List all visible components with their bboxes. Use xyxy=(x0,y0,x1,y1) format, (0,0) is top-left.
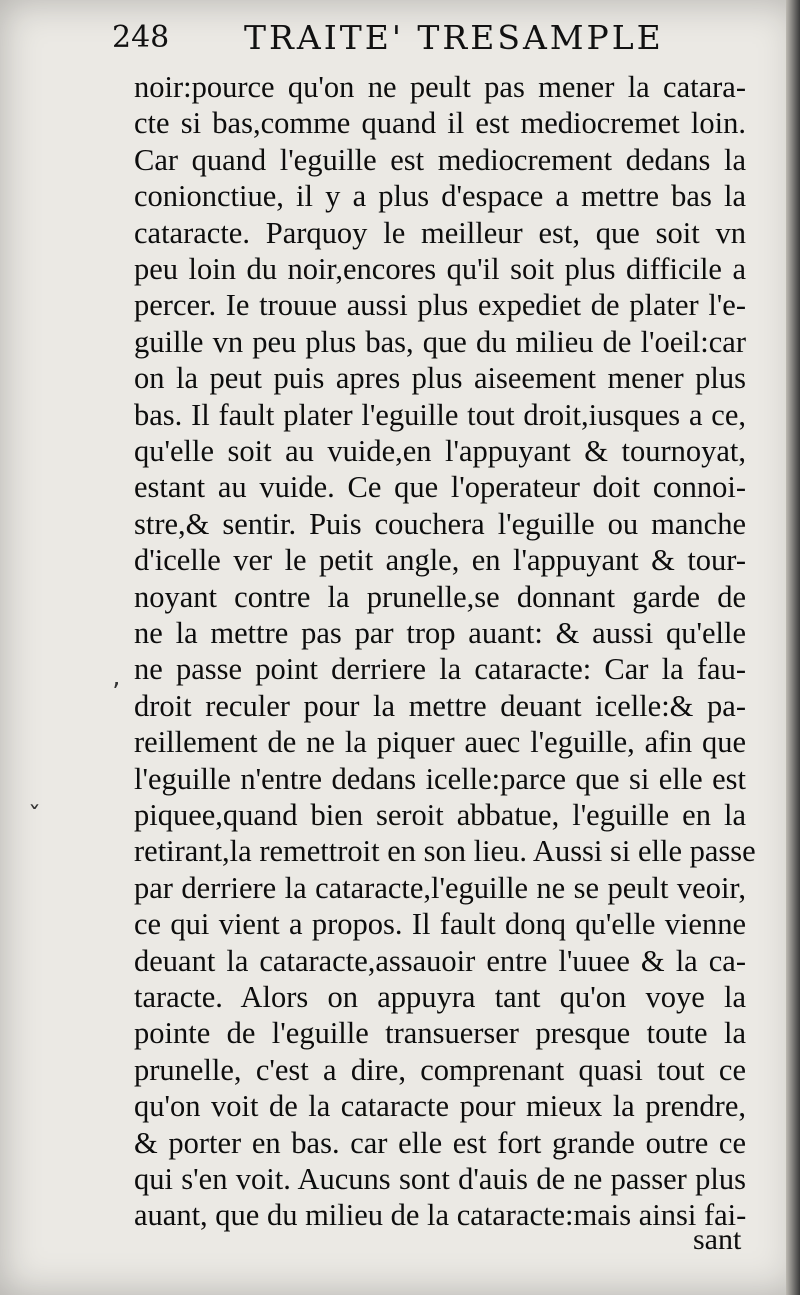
text-line: cataracte. Parquoy le meilleur est, que soit vn xyxy=(134,215,746,250)
margin-mark: ˇ xyxy=(28,802,41,832)
text-line: auant, que du milieu de la cataracte:mais ainsi fai- xyxy=(134,1198,747,1233)
text-line: prunelle, c'est a dire, comprenant quasi tout ce xyxy=(134,1052,746,1087)
text-line: conionctiue, il y a plus d'espace a mettre bas la xyxy=(134,179,746,214)
running-title: TRAITE' TRESAMPLE xyxy=(244,18,664,57)
text-line: retirant,la remettroit en son lieu. Aussi si elle passe xyxy=(134,834,756,869)
text-line: qu'elle soit au vuide,en l'appuyant & tournoyat, xyxy=(134,434,746,468)
text-line: qu'on voit de la cataracte pour mieux la prendre, xyxy=(134,1089,746,1124)
text-line: noir:pource qu'on ne peult pas mener la catara- xyxy=(134,70,746,104)
text-line: d'icelle ver le petit angle, en l'appuyant & tour- xyxy=(134,543,746,578)
text-line: l'eguille n'entre dedans icelle:parce que si elle est xyxy=(134,761,746,796)
text-line: ne passe point derriere la cataracte: Car la fau- xyxy=(134,652,746,687)
text-line: estant au vuide. Ce que l'operateur doit connoi- xyxy=(134,470,746,505)
text-line: stre,& sentir. Puis couchera l'eguille ou manche xyxy=(134,506,746,541)
text-line: droit reculer pour la mettre deuant icelle:& pa- xyxy=(134,688,746,723)
text-line: taracte. Alors on appuyra tant qu'on voye la xyxy=(134,980,746,1014)
page-edge-shadow xyxy=(786,0,800,1295)
text-line: par derriere la cataracte,l'eguille ne se peult veoir, xyxy=(134,870,746,905)
page-header xyxy=(112,14,772,64)
text-line: qui s'en voit. Aucuns sont d'auis de ne passer plus xyxy=(134,1162,746,1196)
text-line: bas. Il fault plater l'eguille tout droit,iusques a ce, xyxy=(134,397,746,432)
text-line: on la peut puis apres plus aiseement mener plus xyxy=(134,361,746,396)
text-line: peu loin du noir,encores qu'il soit plus difficile a xyxy=(134,252,746,286)
text-line: pointe de l'eguille transuerser presque toute la xyxy=(134,1016,746,1051)
text-line: noyant contre la prunelle,se donnant garde de xyxy=(134,579,746,614)
text-line: cte si bas,comme quand il est mediocremet loin. xyxy=(134,106,746,141)
margin-mark: ʼ xyxy=(112,678,121,708)
text-line: percer. Ie trouue aussi plus expediet de plater l'e- xyxy=(134,288,746,323)
text-line: deuant la cataracte,assauoir entre l'uuee & la ca- xyxy=(134,943,746,978)
text-line: piquee,quand bien seroit abbatue, l'eguille en la xyxy=(134,798,746,832)
text-line: ne la mettre pas par trop auant: & aussi qu'elle xyxy=(134,616,746,650)
text-line: reillement de ne la piquer auec l'eguille, afin que xyxy=(134,725,746,760)
page-number: 248 xyxy=(112,20,170,55)
text-line: Car quand l'eguille est mediocrement dedans la xyxy=(134,142,746,177)
text-line: guille vn peu plus bas, que du milieu de l'oeil:car xyxy=(134,324,746,359)
catchword: sant xyxy=(693,1223,742,1256)
text-line: ce qui vient a propos. Il fault donq qu'elle vienne xyxy=(134,907,746,942)
text-line: & porter en bas. car elle est fort grande outre ce xyxy=(134,1125,746,1160)
